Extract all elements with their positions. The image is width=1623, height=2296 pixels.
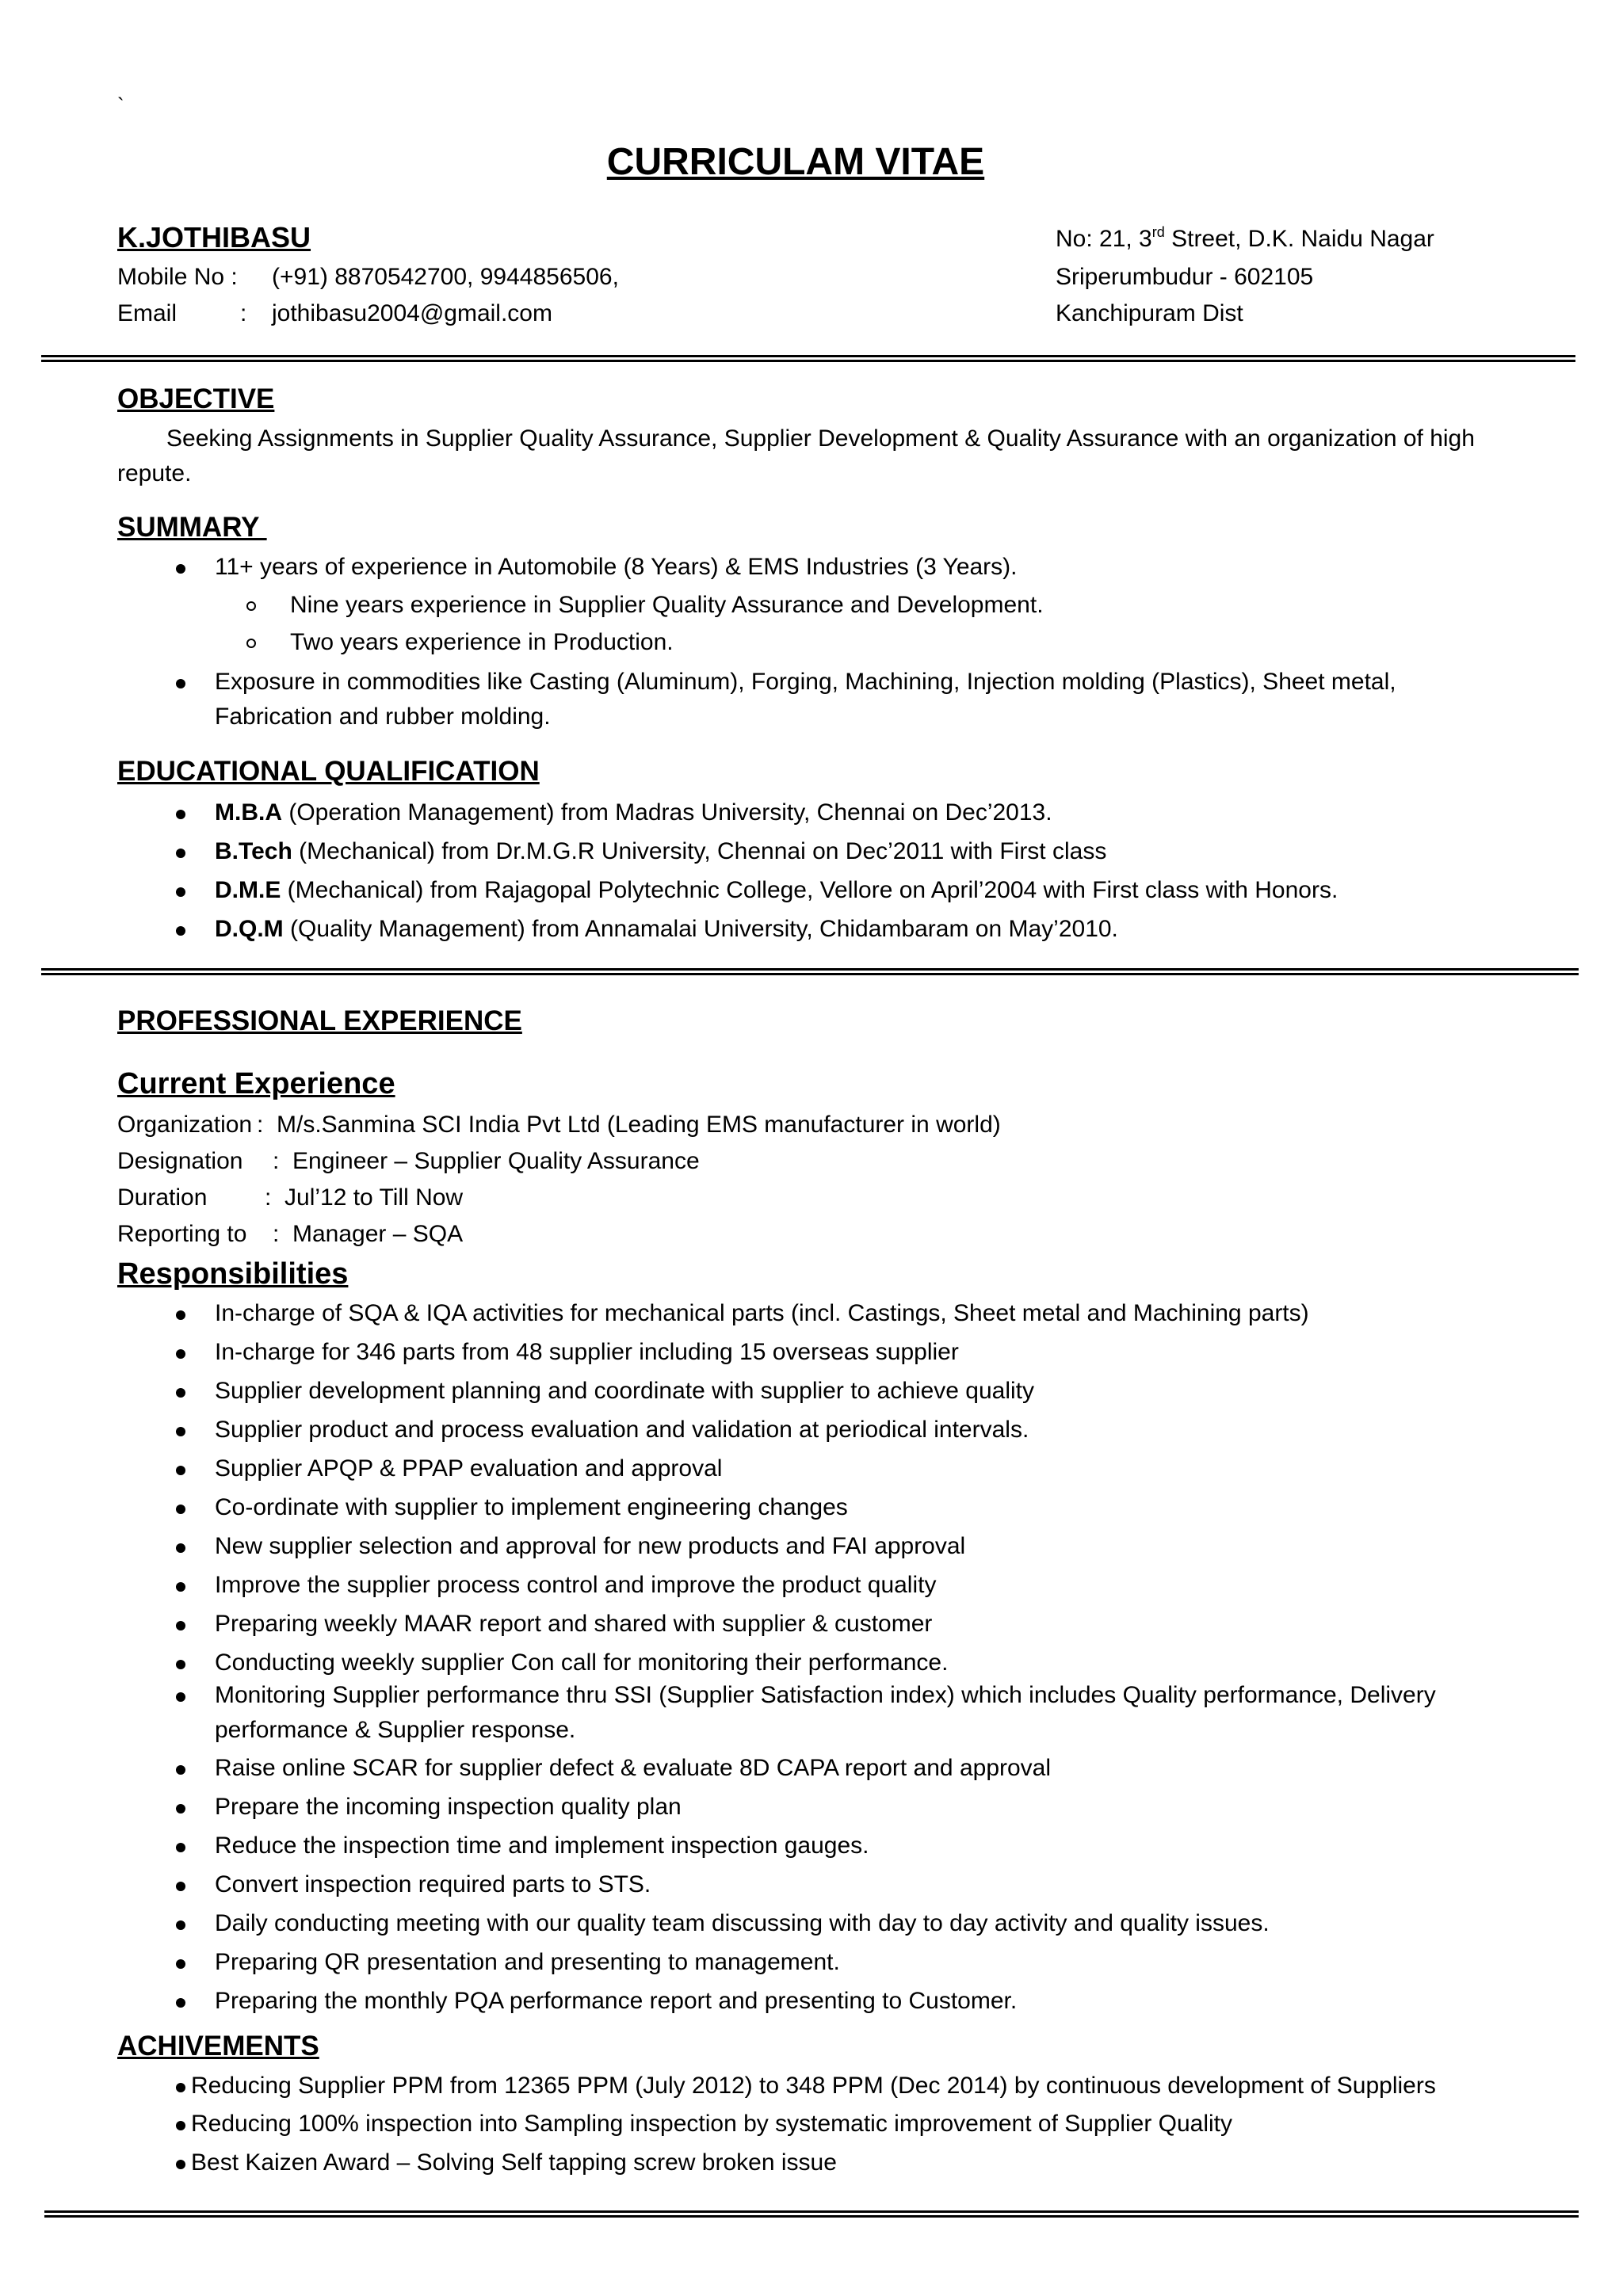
education-item: D.M.E (Mechanical) from Rajagopal Polytechnic College, Vellore on April’2004 with First class with Honors.: [215, 877, 1338, 903]
organization-row: [117, 1111, 1001, 1139]
bullet-icon: [176, 1660, 185, 1669]
responsibility-item: In-charge for 346 parts from 48 supplier including 15 overseas supplier: [215, 1339, 959, 1365]
bullet-icon: [176, 1843, 185, 1852]
mobile-value: (+91) 8870542700, 9944856506,: [272, 264, 619, 290]
email-label: Email: [117, 300, 178, 326]
hollow-bullet-icon: [246, 601, 256, 611]
duration-value: : Jul’12 to Till Now: [265, 1184, 464, 1211]
bullet-icon: [176, 2121, 185, 2130]
achievement-item: Best Kaizen Award – Solving Self tapping screw broken issue: [191, 2149, 837, 2176]
organization-label: Organization: [117, 1112, 253, 1138]
address-line-3: Kanchipuram Dist: [1056, 300, 1243, 326]
summary-subitem: Two years experience in Production.: [290, 629, 674, 655]
bullet-icon: [176, 1388, 185, 1398]
email-colon: :: [240, 300, 247, 326]
education-item: D.Q.M (Quality Management) from Annamalai University, Chidambaram on May’2010.: [215, 916, 1118, 942]
stray-mark: `: [117, 93, 124, 117]
footer-divider: [44, 2210, 1579, 2218]
responsibility-item: Co-ordinate with supplier to implement engineering changes: [215, 1494, 848, 1520]
responsibility-item: Supplier product and process evaluation and validation at periodical intervals.: [215, 1417, 1029, 1443]
objective-text-line-2: repute.: [117, 460, 192, 486]
responsibility-item: Preparing QR presentation and presenting to management.: [215, 1949, 840, 1975]
address-line-1: No: 21, 3rd Street, D.K. Naidu Nagar: [1056, 224, 1434, 252]
bullet-icon: [176, 926, 185, 936]
bullet-icon: [176, 1427, 185, 1436]
responsibility-item: Supplier development planning and coordinate with supplier to achieve quality: [215, 1378, 1035, 1404]
bullet-icon: [176, 1920, 185, 1930]
designation-row: [117, 1147, 700, 1176]
responsibility-item: Prepare the incoming inspection quality plan: [215, 1794, 682, 1820]
reporting-value: : Manager – SQA: [273, 1221, 464, 1247]
responsibility-item: Reduce the inspection time and implement inspection gauges.: [215, 1833, 869, 1859]
responsibility-item: In-charge of SQA & IQA activities for mechanical parts (incl. Castings, Sheet metal and Machining parts): [215, 1300, 1309, 1326]
responsibility-item: Improve the supplier process control and improve the product quality: [215, 1572, 937, 1598]
achievement-item: Reducing Supplier PPM from 12365 PPM (July 2012) to 348 PPM (Dec 2014) by continuous development of Suppliers: [191, 2073, 1436, 2099]
summary-heading: SUMMARY: [117, 512, 267, 543]
experience-heading: PROFESSIONAL EXPERIENCE: [117, 1005, 522, 1036]
bullet-icon: [176, 1882, 185, 1891]
bullet-icon: [176, 1692, 185, 1702]
responsibility-item: Supplier APQP & PPAP evaluation and approval: [215, 1455, 723, 1482]
achievement-item: Reducing 100% inspection into Sampling inspection by systematic improvement of Supplier Quality: [191, 2111, 1233, 2137]
bullet-icon: [176, 849, 185, 858]
duration-label: Duration: [117, 1184, 208, 1211]
bullet-icon: [176, 1582, 185, 1592]
education-item: M.B.A (Operation Management) from Madras University, Chennai on Dec’2013.: [215, 799, 1052, 826]
bullet-icon: [176, 1466, 185, 1475]
responsibility-item: Preparing the monthly PQA performance report and presenting to Customer.: [215, 1988, 1018, 2014]
summary-item: Exposure in commodities like Casting (Aluminum), Forging, Machining, Injection molding (Plastics), Sheet metal,: [215, 669, 1396, 695]
education-heading: EDUCATIONAL QUALIFICATION: [117, 756, 540, 787]
objective-text-line-1: Seeking Assignments in Supplier Quality Assurance, Supplier Development & Quality Assurance with an organization of high: [166, 425, 1475, 452]
designation-label: Designation: [117, 1148, 243, 1174]
summary-item: 11+ years of experience in Automobile (8 Years) & EMS Industries (3 Years).: [215, 554, 1018, 580]
reporting-row: [117, 1220, 463, 1249]
responsibility-item: Preparing weekly MAAR report and shared with supplier & customer: [215, 1611, 933, 1637]
candidate-name: K.JOTHIBASU: [117, 221, 311, 254]
mobile-label: Mobile No :: [117, 264, 238, 290]
bullet-icon: [176, 1349, 185, 1359]
bullet-icon: [176, 1959, 185, 1969]
responsibility-item: Monitoring Supplier performance thru SSI (Supplier Satisfaction index) which includes Quality performance, Delivery: [215, 1682, 1436, 1708]
bullet-icon: [176, 1765, 185, 1775]
bullet-icon: [176, 2160, 185, 2169]
section-divider: [41, 968, 1579, 975]
bullet-icon: [176, 1621, 185, 1630]
header-divider: [41, 355, 1575, 362]
responsibility-item: New supplier selection and approval for new products and FAI approval: [215, 1533, 966, 1559]
bullet-icon: [176, 679, 185, 688]
summary-item-continuation: Fabrication and rubber molding.: [215, 704, 551, 730]
designation-value: : Engineer – Supplier Quality Assurance: [273, 1148, 700, 1174]
objective-heading: OBJECTIVE: [117, 383, 275, 414]
bullet-icon: [176, 1804, 185, 1814]
current-experience-heading: Current Experience: [117, 1067, 395, 1100]
bullet-icon: [176, 1998, 185, 2008]
responsibility-item: Conducting weekly supplier Con call for monitoring their performance.: [215, 1650, 949, 1676]
bullet-icon: [176, 1505, 185, 1514]
bullet-icon: [176, 810, 185, 819]
address-line-2: Sriperumbudur - 602105: [1056, 264, 1314, 290]
responsibility-item: Convert inspection required parts to STS.: [215, 1871, 651, 1897]
organization-value: : M/s.Sanmina SCI India Pvt Ltd (Leading EMS manufacturer in world): [257, 1112, 1001, 1138]
reporting-label: Reporting to: [117, 1221, 247, 1247]
education-item: B.Tech (Mechanical) from Dr.M.G.R University, Chennai on Dec’2011 with First class: [215, 838, 1107, 864]
bullet-icon: [176, 2083, 185, 2092]
responsibility-continuation: performance & Supplier response.: [215, 1717, 576, 1743]
email-value: jothibasu2004@gmail.com: [272, 300, 552, 326]
responsibilities-heading: Responsibilities: [117, 1257, 349, 1291]
responsibility-item: Raise online SCAR for supplier defect & evaluate 8D CAPA report and approval: [215, 1755, 1052, 1781]
achievements-heading: ACHIVEMENTS: [117, 2031, 319, 2061]
bullet-icon: [176, 1310, 185, 1320]
bullet-icon: [176, 564, 185, 574]
responsibility-item: Daily conducting meeting with our quality team discussing with day to day activity and quality issues.: [215, 1910, 1270, 1936]
summary-subitem: Nine years experience in Supplier Quality Assurance and Development.: [290, 592, 1044, 618]
hollow-bullet-icon: [246, 639, 256, 648]
duration-row: [117, 1184, 463, 1212]
document-title: CURRICULAM VITAE: [606, 141, 985, 183]
bullet-icon: [176, 1543, 185, 1553]
bullet-icon: [176, 887, 185, 897]
